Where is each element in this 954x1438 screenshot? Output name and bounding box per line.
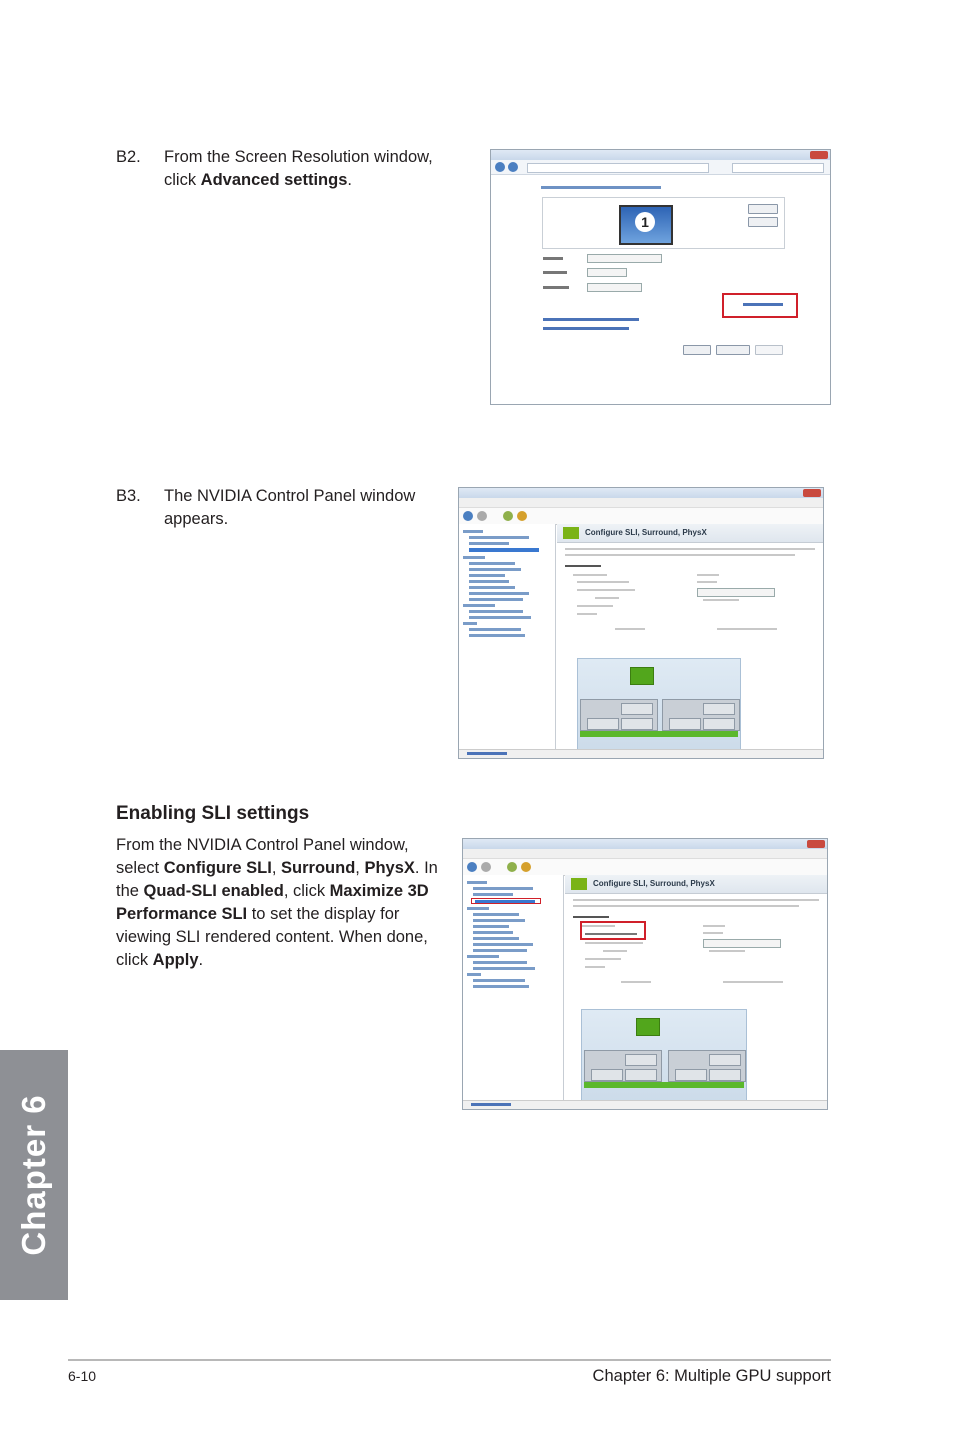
status-bar [459, 749, 823, 758]
system-information-link [467, 752, 507, 755]
monitor-icon [619, 205, 673, 245]
footer-divider [68, 1359, 831, 1361]
forward-icon [477, 511, 487, 521]
physx-chip [630, 667, 654, 685]
step-text: From the Screen Resolution window, click Advanced settings. [164, 148, 433, 189]
chapter-tab [0, 1050, 68, 1300]
orientation-label [543, 286, 569, 289]
display-label [543, 257, 563, 260]
toolbar [463, 859, 827, 876]
sli-topology-diagram [581, 1009, 747, 1110]
home-icon [507, 862, 517, 872]
gpu-card [580, 699, 658, 731]
toolbar [459, 508, 823, 525]
step-number: B2. [116, 148, 141, 166]
home-icon [503, 511, 513, 521]
main-panel [557, 524, 823, 750]
status-bar [463, 1100, 827, 1109]
task-tree [463, 875, 564, 1101]
physx-chip [636, 1018, 660, 1036]
step-b3 [116, 485, 466, 535]
step-number: B3. [116, 487, 141, 505]
display-select [587, 254, 662, 263]
panel-header [565, 875, 827, 894]
menu-bar [463, 849, 827, 859]
nvidia-logo [563, 527, 579, 539]
task-tree [459, 524, 556, 750]
section-paragraph: From the NVIDIA Control Panel window, select Configure SLI, Surround, PhysX. In the Quad-SLI enabled, click Maximize 3D Performance SLI to set the display for viewing SLI rendered content. When done, click Apply. [116, 836, 438, 969]
back-icon [467, 862, 477, 872]
resolution-select [587, 268, 627, 277]
close-icon [810, 151, 828, 159]
nvidia-control-panel-screenshot [458, 487, 824, 759]
link-text-2 [543, 327, 629, 330]
back-icon [463, 511, 473, 521]
main-panel [565, 875, 827, 1101]
resolution-label [543, 271, 567, 274]
footer-chapter-title: Chapter 6: Multiple GPU support [592, 1367, 831, 1385]
configure-sli-tree-item [469, 548, 539, 552]
monitor-preview [542, 197, 785, 249]
gpu-card [668, 1050, 746, 1082]
sli-topology-diagram [577, 658, 741, 759]
gpu-card [584, 1050, 662, 1082]
step-text: The NVIDIA Control Panel window appears. [164, 487, 416, 528]
sli-bridge [580, 731, 738, 737]
section-heading: Enabling SLI settings [116, 803, 310, 824]
screen-resolution-screenshot [490, 149, 831, 405]
advanced-settings-highlight [722, 293, 798, 318]
chapter-tab-label: Chapter 6 [15, 1094, 52, 1256]
panel-header-title: Configure SLI, Surround, PhysX [593, 879, 715, 888]
configure-sli-highlight [471, 898, 541, 904]
sli-bridge [584, 1082, 744, 1088]
ok-button [683, 345, 711, 355]
close-icon [807, 840, 825, 848]
link-text-1 [543, 318, 639, 321]
cancel-button [716, 345, 750, 355]
search-input [732, 163, 824, 173]
panel-header [557, 524, 823, 543]
refresh-icon [521, 862, 531, 872]
monitor-number: 1 [635, 212, 655, 232]
system-information-link [471, 1103, 511, 1106]
panel-header-title: Configure SLI, Surround, PhysX [585, 528, 707, 537]
nvidia-logo [571, 878, 587, 890]
back-icon [495, 162, 505, 172]
window-title-bar [459, 488, 823, 498]
page-number: 6-10 [68, 1368, 97, 1384]
refresh-icon [517, 511, 527, 521]
close-icon [803, 489, 821, 497]
forward-icon [481, 862, 491, 872]
nvidia-control-panel-sli-screenshot [462, 838, 828, 1110]
address-bar [491, 160, 830, 175]
forward-icon [508, 162, 518, 172]
identify-button [748, 217, 778, 227]
heading-line [541, 186, 661, 189]
orientation-select [587, 283, 642, 292]
window-title-bar [463, 839, 827, 849]
maximize-3d-performance-highlight [580, 921, 646, 940]
gpu-card [662, 699, 740, 731]
apply-button [755, 345, 783, 355]
step-b2 [116, 146, 466, 196]
detect-button [748, 204, 778, 214]
window-title-bar [491, 150, 830, 160]
menu-bar [459, 498, 823, 508]
